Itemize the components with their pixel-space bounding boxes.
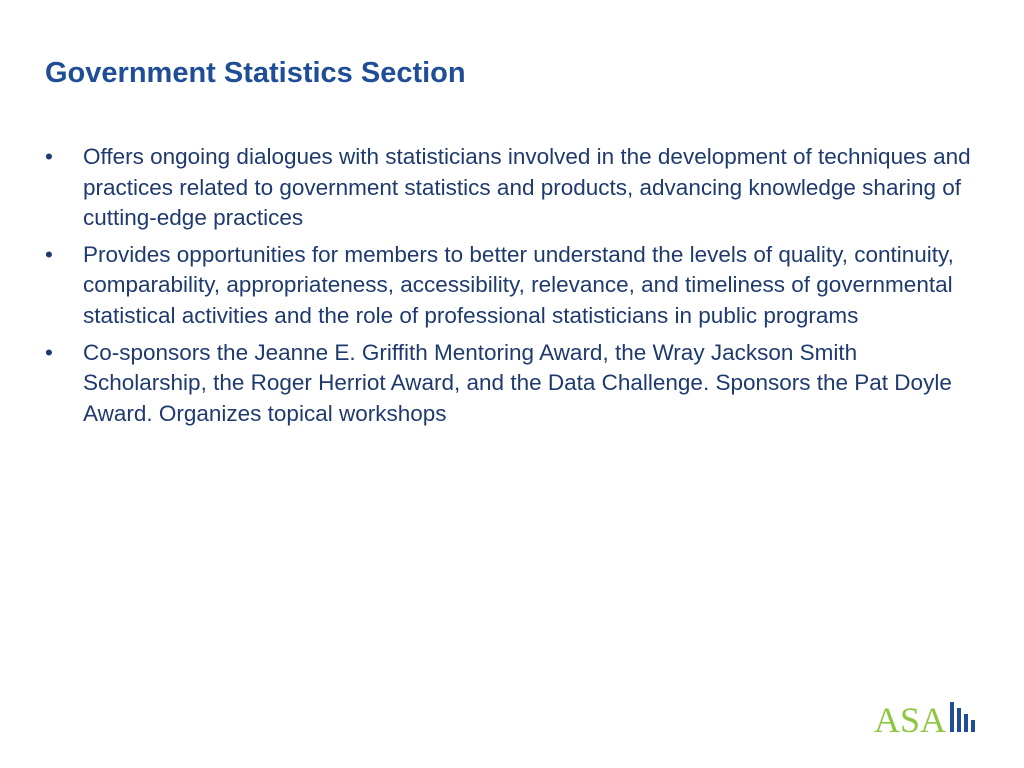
logo-bar <box>957 708 961 732</box>
bullet-text: Provides opportunities for members to better understand the levels of quality, continuity, comparability, appropriateness, accessibility, relevance, and timeliness of governmental statistical activities and the role of professional statisticians in public programs <box>83 241 954 328</box>
bullet-text: Offers ongoing dialogues with statisticians involved in the development of techniques and practices related to government statistics and products, advancing knowledge sharing of cutting-edge practices <box>83 144 971 231</box>
bullet-item <box>45 142 985 234</box>
bullet-list <box>45 142 985 435</box>
logo-bar <box>971 720 975 732</box>
asa-logo-bars-icon <box>872 694 977 740</box>
bullet-marker: • <box>45 144 53 169</box>
bullet-item <box>45 338 985 430</box>
bullet-item <box>45 240 985 332</box>
logo-bar <box>950 702 954 732</box>
bullet-text: Co-sponsors the Jeanne E. Griffith Mentoring Award, the Wray Jackson Smith Scholarship, the Roger Herriot Award, and the Data Challenge. Sponsors the Pat Doyle Award. Organizes topical workshops <box>83 339 952 426</box>
bullet-marker: • <box>45 339 53 365</box>
asa-logo <box>872 694 977 740</box>
logo-bar <box>964 714 968 732</box>
bullet-marker: • <box>45 241 53 267</box>
asa-logo-text: ASA <box>874 700 947 740</box>
slide-title: Government Statistics Section <box>45 57 466 89</box>
